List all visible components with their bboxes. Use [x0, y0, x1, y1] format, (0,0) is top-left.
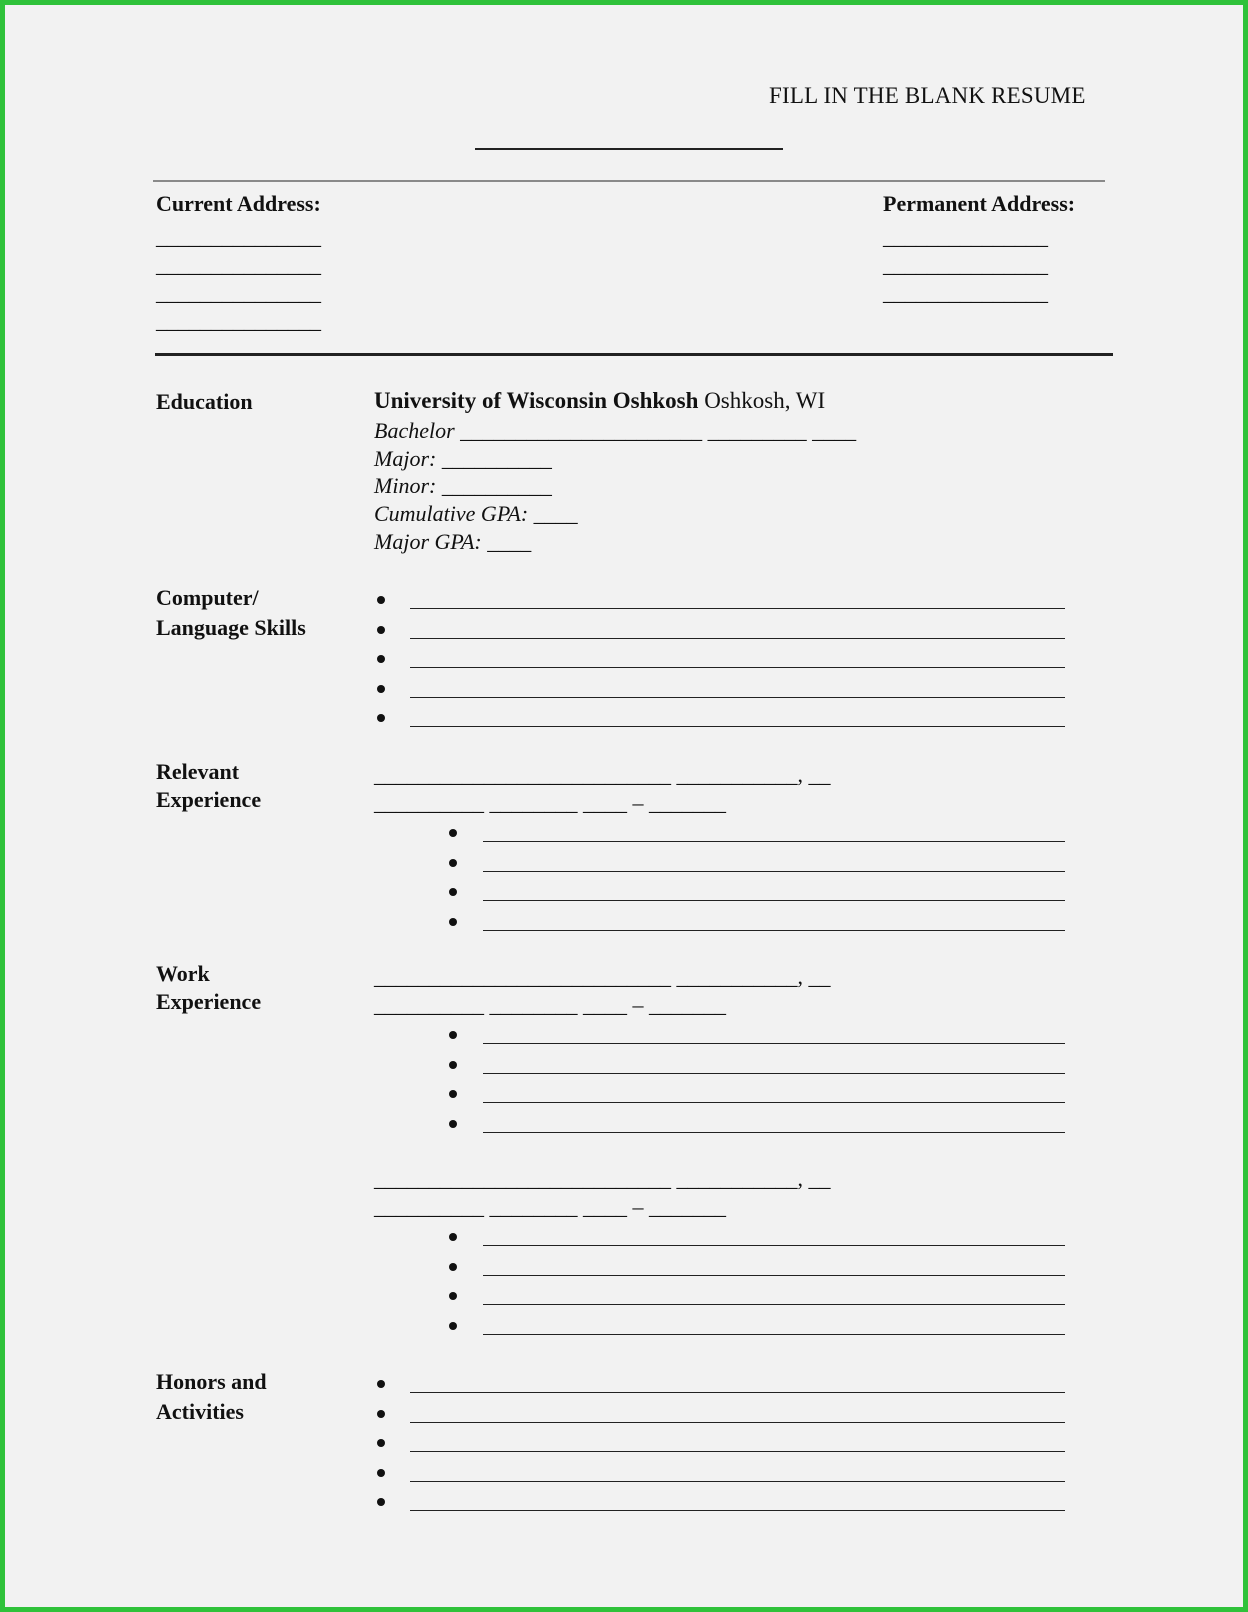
honors-heading-line-1: Honors and: [156, 1369, 267, 1394]
university-line: [374, 388, 825, 414]
current-address-line-1: _______________: [156, 224, 321, 249]
bullet-dot-icon: [449, 1263, 457, 1271]
bullet-dot-icon: [377, 626, 385, 634]
honors-bullet-item: [5, 1460, 1243, 1490]
university-location: Oshkosh, WI: [698, 388, 826, 413]
blank-line: [483, 900, 1065, 901]
bachelor-line: Bachelor ______________________ _________ ____: [374, 418, 857, 443]
blank-line: [410, 1481, 1065, 1482]
honors-bullet-item: [5, 1489, 1243, 1519]
honors-bullet-item: [5, 1430, 1243, 1460]
work-1-bullet-item: [5, 1081, 1243, 1111]
bullet-dot-icon: [377, 596, 385, 604]
relevant-bullet-item: [5, 879, 1243, 909]
major-gpa-line: Major GPA: ____: [374, 529, 532, 554]
blank-line: [483, 1334, 1065, 1335]
cumulative-gpa-line: Cumulative GPA: ____: [374, 501, 578, 526]
work-2-bullet-item: [5, 1313, 1243, 1343]
current-address-line-3: _______________: [156, 280, 321, 305]
skills-bullet-item: [5, 646, 1243, 676]
minor-line: Minor: __________: [374, 473, 552, 498]
blank-line: [483, 1245, 1065, 1246]
bullet-dot-icon: [449, 1061, 457, 1069]
relevant-bullet-item: [5, 850, 1243, 880]
permanent-address-line-3: _______________: [883, 280, 1048, 305]
skills-bullet-item: [5, 676, 1243, 706]
blank-line: [410, 1392, 1065, 1393]
work-2-bullet-item: [5, 1224, 1243, 1254]
bullet-dot-icon: [449, 1292, 457, 1300]
current-address-line-2: _______________: [156, 252, 321, 277]
relevant-bullet-item: [5, 909, 1243, 939]
skills-bullet-item: [5, 617, 1243, 647]
bullet-dot-icon: [377, 1380, 385, 1388]
blank-line: [483, 871, 1065, 872]
work-1-bullet-item: [5, 1111, 1243, 1141]
bullet-dot-icon: [449, 888, 457, 896]
permanent-address-line-2: _______________: [883, 252, 1048, 277]
bullet-dot-icon: [449, 1120, 457, 1128]
relevant-bullet-item: [5, 820, 1243, 850]
work-2-bullet-item: [5, 1283, 1243, 1313]
bullet-dot-icon: [377, 1439, 385, 1447]
honors-heading-line-2: Activities: [156, 1399, 244, 1424]
current-address-label: Current Address:: [156, 191, 321, 216]
bullet-dot-icon: [377, 714, 385, 722]
blank-line: [410, 1422, 1065, 1423]
blank-line: [483, 1132, 1065, 1133]
work-2-bullet-item: [5, 1254, 1243, 1284]
bullet-dot-icon: [449, 1031, 457, 1039]
blank-line: [483, 841, 1065, 842]
permanent-address-line-1: _______________: [883, 224, 1048, 249]
permanent-address-label: Permanent Address:: [883, 191, 1076, 216]
relevant-experience-heading-line-2: Experience: [156, 787, 262, 812]
work-experience-heading-line-1: Work: [156, 961, 210, 986]
skills-bullet-item: [5, 705, 1243, 735]
blank-line: [483, 1102, 1065, 1103]
blank-line: [410, 1510, 1065, 1511]
blank-line: [483, 930, 1065, 931]
blank-line: [410, 608, 1065, 609]
work-entry-2-title-line: ___________________________ ___________, __: [374, 1166, 831, 1191]
relevant-entry-date-line: __________ ________ ____ – _______: [374, 790, 726, 815]
work-1-bullet-item: [5, 1022, 1243, 1052]
bullet-dot-icon: [449, 859, 457, 867]
document-title: FILL IN THE BLANK RESUME: [769, 83, 1086, 108]
bullet-dot-icon: [449, 829, 457, 837]
bullet-dot-icon: [449, 1233, 457, 1241]
bullet-dot-icon: [449, 1322, 457, 1330]
work-entry-2-date-line: __________ ________ ____ – _______: [374, 1194, 726, 1219]
skills-heading-line-1: Computer/: [156, 585, 259, 610]
blank-line: [483, 1304, 1065, 1305]
blank-line: [410, 667, 1065, 668]
header-divider: [153, 180, 1105, 182]
bullet-dot-icon: [377, 655, 385, 663]
blank-line: [410, 638, 1065, 639]
education-heading: Education: [156, 389, 253, 414]
blank-line: [410, 1451, 1065, 1452]
work-entry-1-title-line: ___________________________ ___________, __: [374, 964, 831, 989]
blank-line: [483, 1073, 1065, 1074]
relevant-entry-title-line: ___________________________ ___________, __: [374, 762, 831, 787]
blank-line: [483, 1275, 1065, 1276]
honors-bullet-item: [5, 1371, 1243, 1401]
bullet-dot-icon: [377, 1410, 385, 1418]
resume-page: [5, 5, 1243, 1607]
current-address-line-4: _______________: [156, 308, 321, 333]
relevant-experience-heading-line-1: Relevant: [156, 759, 240, 784]
honors-bullet-item: [5, 1401, 1243, 1431]
skills-bullet-item: [5, 587, 1243, 617]
skills-heading-line-2: Language Skills: [156, 615, 306, 640]
bullet-dot-icon: [449, 1090, 457, 1098]
bullet-dot-icon: [449, 918, 457, 926]
major-line: Major: __________: [374, 446, 552, 471]
work-1-bullet-item: [5, 1052, 1243, 1082]
blank-line: [410, 726, 1065, 727]
address-divider: [155, 353, 1113, 356]
blank-line: [410, 697, 1065, 698]
work-experience-heading-line-2: Experience: [156, 989, 262, 1014]
bullet-dot-icon: [377, 685, 385, 693]
blank-line: [483, 1043, 1065, 1044]
work-entry-1-date-line: __________ ________ ____ – _______: [374, 992, 726, 1017]
bullet-dot-icon: [377, 1498, 385, 1506]
bullet-dot-icon: [377, 1469, 385, 1477]
name-blank-line: [475, 148, 783, 150]
university-name: University of Wisconsin Oshkosh: [374, 388, 699, 413]
